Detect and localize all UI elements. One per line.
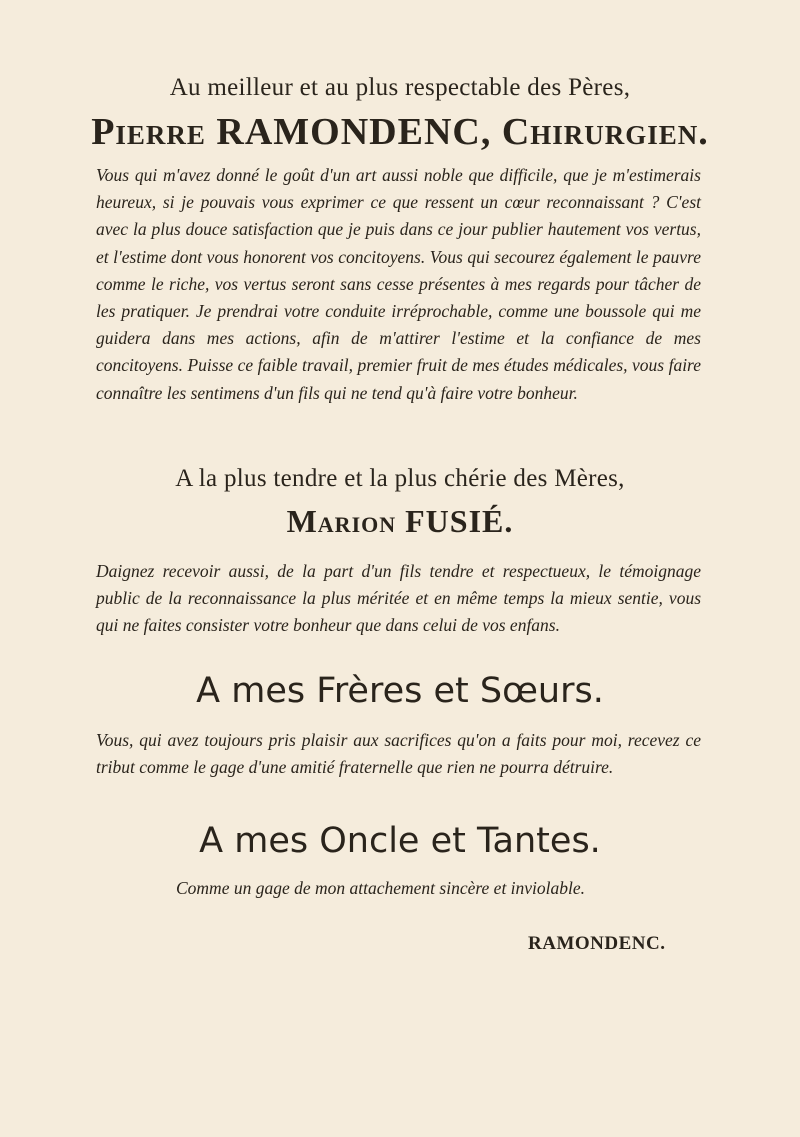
siblings-dedication-text: Vous, qui avez toujours pris plaisir aux sacrifices qu'on a faits pour moi, recevez ce tribut comme le gage d'une amitié fraternelle que rien ne pourra détruire. [96, 730, 701, 778]
signature: RAMONDENC. [528, 933, 666, 954]
mother-dedication-heading: A la plus tendre et la plus chérie des Mères, [175, 465, 625, 492]
uncle-aunts-heading: A mes Oncle et Tantes. [199, 821, 601, 861]
uncle-aunts-dedication-text: Comme un gage de mon attachement sincère et inviolable. [176, 878, 586, 898]
mother-name: Marion FUSIÉ. [286, 503, 514, 539]
father-dedication-heading: Au meilleur et au plus respectable des Pères, [169, 74, 631, 101]
siblings-heading: A mes Frères et Sœurs. [196, 671, 604, 711]
mother-dedication-text: Daignez recevoir aussi, de la part d'un fils tendre et respectueux, le témoignage public de la reconnaissance la plus méritée et en même temps la mieux sentie, vous qui ne faites consister votre bonheur que dans celui de vos enfans. [96, 561, 701, 636]
father-name: Pierre RAMONDENC, Chirurgien. [91, 111, 709, 153]
father-dedication-text: Vous qui m'avez donné le goût d'un art aussi noble que difficile, que je m'estimerais heureux, si je pouvais vous exprimer ce que ressent un cœur reconnaissant ? C'est avec la plus douce satisfaction que je puis dans ce jour publier hautement vos vertus, et l'estime dont vous honorent vos concitoyens. Vous qui secourez également le pauvre comme le riche, vos vertus seront sans cesse présentes à mes regards pour tâcher de les pratiquer. Je prendrai votre conduite irréprochable, comme une boussole qui me guidera dans mes actions, afin de m'attirer l'estime et la confiance de mes concitoyens. Puisse ce faible travail, premier fruit de mes études médicales, vous faire connaître les sentimens d'un fils qui ne tend qu'à faire votre bonheur. [96, 165, 701, 403]
